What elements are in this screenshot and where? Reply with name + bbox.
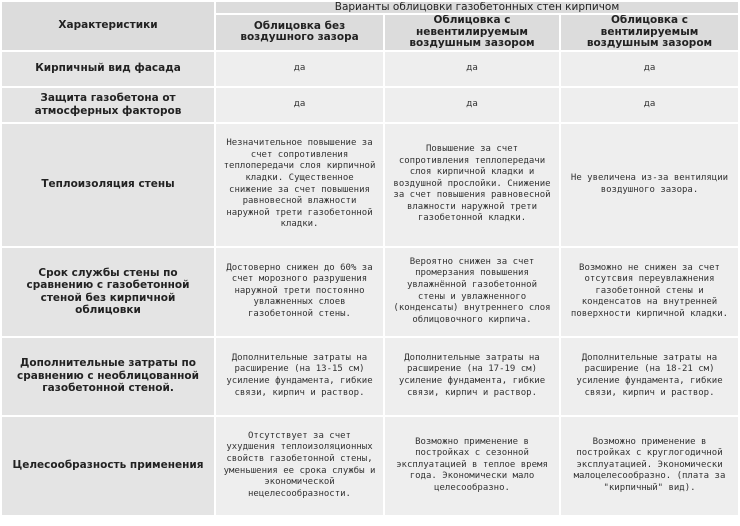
table-cell: Достоверно снижен до 60% за счет морозного разрушения наружной трети постоянно увлажненных слоев газобетонной стены. <box>216 248 383 336</box>
table-cell: Дополнительные затраты на расширение (на 18-21 см) усиление фундамента, гибкие связи, кирпич и раствор. <box>561 338 738 415</box>
row-label-weather-protection: Защита газобетона от атмосферных факторов <box>2 88 214 122</box>
table-row <box>2 248 738 336</box>
table-cell: Незначительное повышение за счет сопротивления теплопередачи слоя кирпичной кладки. Существенное снижение за счет повышения равновесной влажности наружной трети газобетонной кладки. <box>216 124 383 246</box>
row-label-service-life: Срок службы стены по сравнению с газобетонной стеной без кирпичной облицовки <box>2 248 214 336</box>
table-row <box>2 88 738 122</box>
table-row <box>2 417 738 515</box>
row-label-feasibility: Целесообразность применения <box>2 417 214 515</box>
table-cell: Возможно применение в постройках с сезонной эксплуатацией в теплое время года. Экономически мало целесообразно. <box>385 417 559 515</box>
table-cell: да <box>216 88 383 122</box>
table-cell: да <box>385 52 559 86</box>
header-row-top <box>2 2 738 13</box>
row-label-thermal-insulation: Теплоизоляция стены <box>2 124 214 246</box>
table-cell: Дополнительные затраты на расширение (на 13-15 см) усиление фундамента, гибкие связи, кирпич и раствор. <box>216 338 383 415</box>
table-row <box>2 338 738 415</box>
table-cell: да <box>216 52 383 86</box>
table-row <box>2 52 738 86</box>
table-cell: Отсутствует за счет ухудшения теплоизоляционных свойств газобетонной стены, уменьшения ее срока службы и экономической нецелесообразности. <box>216 417 383 515</box>
column-header-no-gap: Облицовка без воздушного зазора <box>216 15 383 50</box>
table-cell: да <box>561 52 738 86</box>
table-row <box>2 124 738 246</box>
table-cell: Повышение за счет сопротивления теплопередачи слоя кирпичной кладки и воздушной прослойки. Снижение за счет повышения равновесной влажности наружной трети газобетонной кладки. <box>385 124 559 246</box>
table-cell: Не увеличена из-за вентиляции воздушного зазора. <box>561 124 738 246</box>
table-cell: Возможно не снижен за счет отсутсвия переувлажнения газобетонной стены и конденсатов на внутренней поверхности кирпичной кладки. <box>561 248 738 336</box>
row-label-brick-facade: Кирпичный вид фасада <box>2 52 214 86</box>
table-cell: Дополнительные затраты на расширение (на 17-19 см) усиление фундамента, гибкие связи, кирпич и раствор. <box>385 338 559 415</box>
table-cell: да <box>561 88 738 122</box>
table-cell: Вероятно снижен за счет промерзания повышения увлажнённой газобетонной стены и увлажненного (конденсаты) внутреннего слоя облицовочного кирпича. <box>385 248 559 336</box>
row-label-additional-costs: Дополнительные затраты по сравнению с необлицованной газобетонной стеной. <box>2 338 214 415</box>
header-characteristics: Характеристики <box>2 2 214 50</box>
header-variants-title: Варианты облицовки газобетонных стен кирпичом <box>216 2 738 13</box>
column-header-unventilated-gap: Облицовка с невентилируемым воздушным зазором <box>385 15 559 50</box>
column-header-ventilated-gap: Облицовка с вентилируемым воздушным зазором <box>561 15 738 50</box>
table-cell: да <box>385 88 559 122</box>
table-cell: Возможно применение в постройках с круглогодичной эксплуатацией. Экономически малоцелесообразно. (плата за "кирпичный" вид). <box>561 417 738 515</box>
